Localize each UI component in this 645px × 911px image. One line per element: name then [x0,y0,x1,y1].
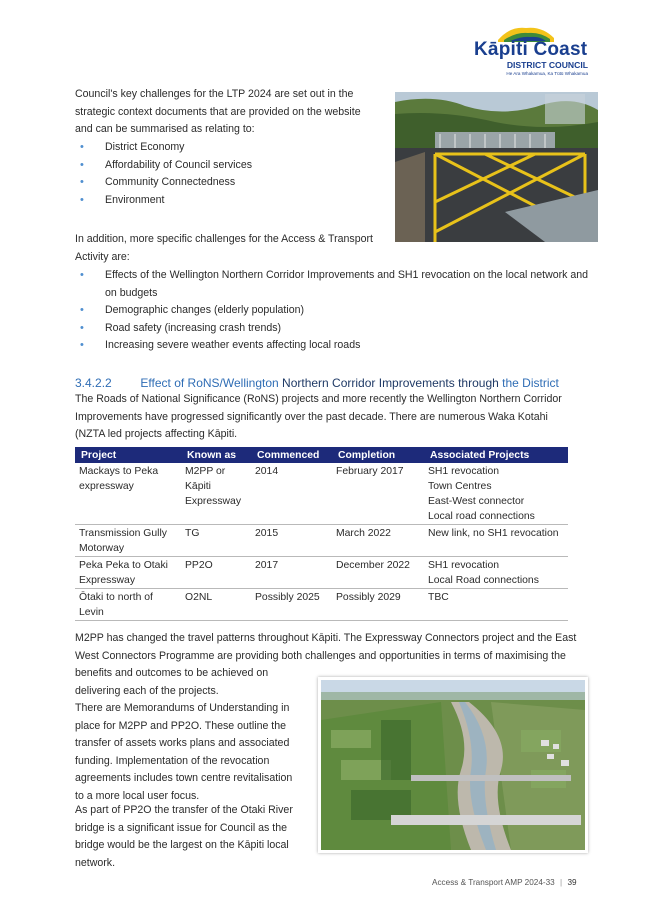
table-header-row [75,447,568,463]
projects-table [75,447,568,621]
cell-associated: New link, no SH1 revocation [424,525,568,557]
header-completion: Completion [332,447,424,463]
section-title-part1: Effect of RoNS/Wellington [140,376,279,390]
cell-known-as: M2PP or Kāpiti Expressway [181,463,251,525]
cell-completion: March 2022 [332,525,424,557]
footer-separator: | [560,878,563,887]
logo-title: Kāpiti Coast [474,39,588,60]
bullet-icon: • [80,193,84,206]
bullet-icon: • [80,304,84,316]
road-works-photo [395,92,598,242]
cell-project: Peka Peka to Otaki Expressway [75,557,181,589]
key-challenges-list [80,139,370,209]
list-item: • Road safety (increasing crash trends) [80,320,590,338]
table-row [75,463,568,525]
cell-commenced: 2015 [251,525,332,557]
cell-commenced: 2017 [251,557,332,589]
section-number: 3.4.2.2 [75,376,112,390]
list-item: • Environment [80,192,370,210]
cell-project: Mackays to Peka expressway [75,463,181,525]
list-item: • Increasing severe weather events affecting local roads [80,337,590,355]
bullet-icon: • [80,176,84,188]
closing-paragraph-3: As part of PP2O the transfer of the Otaki River bridge is a significant issue for Council as the bridge would be the largest on the Kāpiti local network. [75,804,293,869]
list-item: • Affordability of Council services [80,157,370,175]
bullet-icon: • [80,269,84,281]
footer-document: Access & Transport AMP 2024-33 [432,878,555,887]
closing-paragraph-2: There are Memorandums of Understanding in place for M2PP and PP2O. These outline the transfer of assets works plans and associated funding. Implementation of the revocation agreements includes town centre revitalisation to a more local user focus. [75,702,293,802]
logo-subtitle: DISTRICT COUNCIL [506,60,588,70]
section-paragraph: The Roads of National Significance (RoNS) projects and more recently the Wellington Northern Corridor Improvements have progressed significantly over the past decade. There are numerous Waka Kotahi (NZTA led projects affecting Kāpiti. [75,393,562,440]
table-row [75,525,568,557]
table-row [75,557,568,589]
logo-tagline: He Ara Whakamua, Ka Tūtū Whakamua [506,71,588,76]
cell-associated: SH1 revocation Town Centres East-West connector Local road connections [424,463,568,525]
cell-associated: TBC [424,589,568,621]
bullet-icon: • [80,141,84,153]
list-item: • Effects of the Wellington Northern Corridor Improvements and SH1 revocation on the local network and on budgets [80,269,589,299]
aerial-river-photo [318,677,588,853]
list-item: • Community Connectedness [80,174,370,192]
section-title-part3: the District [502,376,559,390]
list-item: • Demographic changes (elderly population) [80,302,590,320]
cell-commenced: Possibly 2025 [251,589,332,621]
bullet-icon: • [80,321,84,334]
table-row [75,589,568,621]
bullet-icon: • [80,158,84,171]
page-footer [432,874,577,892]
cell-commenced: 2014 [251,463,332,525]
list-item: • District Economy [80,139,370,157]
bullet-icon: • [80,339,84,351]
council-logo [468,24,590,80]
specific-paragraph: In addition, more specific challenges for the Access & Transport Activity are: [75,233,373,263]
intro-paragraph: Council's key challenges for the LTP 2024 are set out in the strategic context documents that are provided on the website and can be summarised as relating to: [75,88,361,135]
cell-completion: February 2017 [332,463,424,525]
cell-completion: Possibly 2029 [332,589,424,621]
header-associated: Associated Projects [424,447,568,463]
header-known-as: Known as [181,447,251,463]
cell-project: Transmission Gully Motorway [75,525,181,557]
section-title-part2: Northern Corridor Improvements through [282,376,499,390]
header-project: Project [75,447,181,463]
section-heading [75,374,559,392]
closing-paragraph-1-tail: benefits and outcomes to be achieved on delivering each of the projects. [75,667,269,697]
cell-associated: SH1 revocation Local Road connections [424,557,568,589]
cell-project: Ōtaki to north of Levin [75,589,181,621]
cell-known-as: TG [181,525,251,557]
cell-known-as: PP2O [181,557,251,589]
cell-completion: December 2022 [332,557,424,589]
specific-challenges-list [80,267,590,355]
closing-paragraph-1: M2PP has changed the travel patterns throughout Kāpiti. The Expressway Connectors project and the East West Connectors Programme are providing both challenges and opportunities in terms of maximising the [75,632,577,662]
header-commenced: Commenced [251,447,332,463]
page-number: 39 [567,878,577,887]
cell-known-as: O2NL [181,589,251,621]
